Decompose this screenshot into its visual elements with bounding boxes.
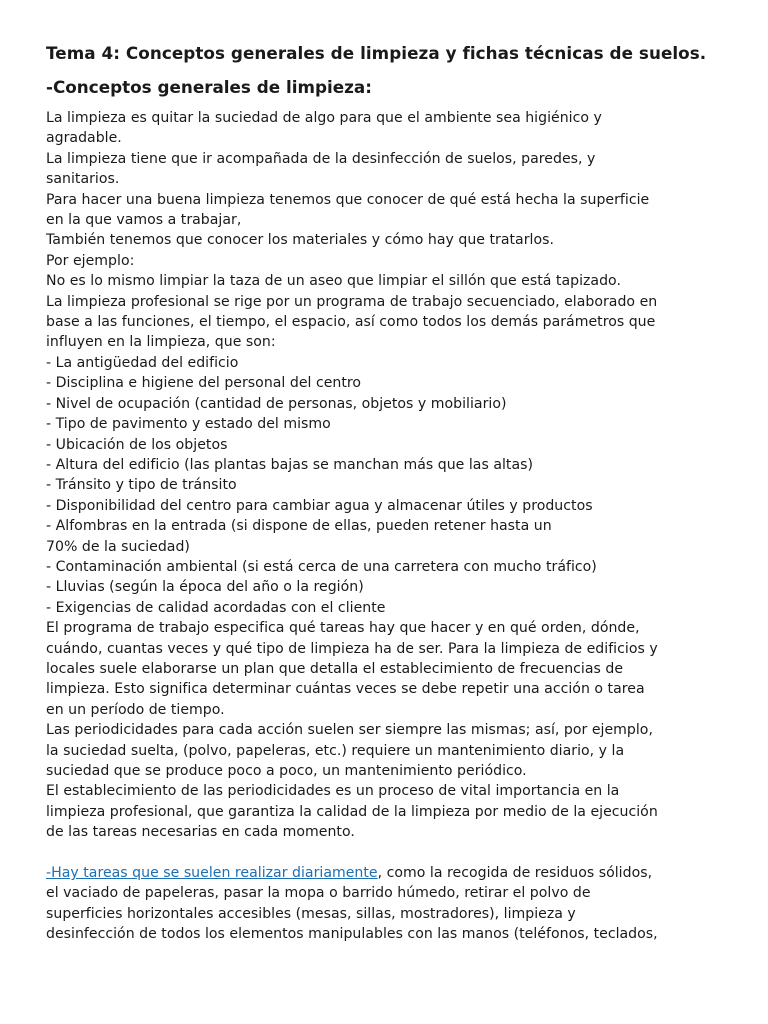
daily-tasks-paragraph [46,863,736,945]
document-page [46,42,736,945]
section-heading: -Conceptos generales de limpieza: [46,77,372,97]
daily-tasks-link[interactable]: -Hay tareas que se suelen realizar diariamente [46,865,378,882]
document-title: Tema 4: Conceptos generales de limpieza y fichas técnicas de suelos. [46,43,707,63]
main-paragraph: La limpieza es quitar la suciedad de algo para que el ambiente sea higiénico y agradable. La limpieza tiene que ir acompañada de la desinfección de suelos, paredes, y sanitarios. Para hacer una buena limpieza tenemos que conocer de qué está hecha la superficie en la que vamos a trabajar, También tenemos que conocer los materiales y cómo hay que tratarlos. Por ejemplo: No es lo mismo limpiar la taza de un aseo que limpiar el sillón que está tapizado. La limpieza profesional se rige por un programa de trabajo secuenciado, elaborado en base a las funciones, el tiempo, el espacio, así como todos los demás parámetros que influyen en la limpieza, que son: - La antigüedad del edificio - Disciplina e higiene del personal del centro - Nivel de ocupación (cantidad de personas, objetos y mobiliario) - Tipo de pavimento y estado del mismo - Ubicación de los objetos - Altura del edificio (las plantas bajas se manchan más que las altas) - Tránsito y tipo de tránsito - Disponibilidad del centro para cambiar agua y almacenar útiles y productos - Alfombras en la entrada (si dispone de ellas, pueden retener hasta un 70% de la suciedad) - Contaminación ambiental (si está cerca de una carretera con mucho tráfico) - Lluvias (según la época del año o la región) - Exigencias de calidad acordadas con el cliente El programa de trabajo especifica qué tareas hay que hacer y en qué orden, dónde, cuándo, cuantas veces y qué tipo de limpieza ha de ser. Para la limpieza de edificios y locales suele elaborarse un plan que detalla el establecimiento de frecuencias de limpieza. Esto significa determinar cuántas veces se debe repetir una acción o tarea en un período de tiempo. Las periodicidades para cada acción suelen ser siempre las mismas; así, por ejemplo, la suciedad suelta, (polvo, papeleras, etc.) requiere un mantenimiento diario, y la suciedad que se produce poco a poco, un mantenimiento periódico. El establecimiento de las periodicidades es un proceso de vital importancia en la limpieza profesional, que garantiza la calidad de la limpieza por medio de la ejecución de las tareas necesarias en cada momento. [46,110,658,841]
daily-tasks-text: , como la recogida de residuos sólidos, el vaciado de papeleras, pasar la mopa o barrido húmedo, retirar el polvo de superficies horizontales accesibles (mesas, sillas, mostradores), limpieza y desinfección de todos los elementos manipulables con las manos (teléfonos, teclados, [46,865,658,943]
paragraph-spacer [46,843,736,863]
